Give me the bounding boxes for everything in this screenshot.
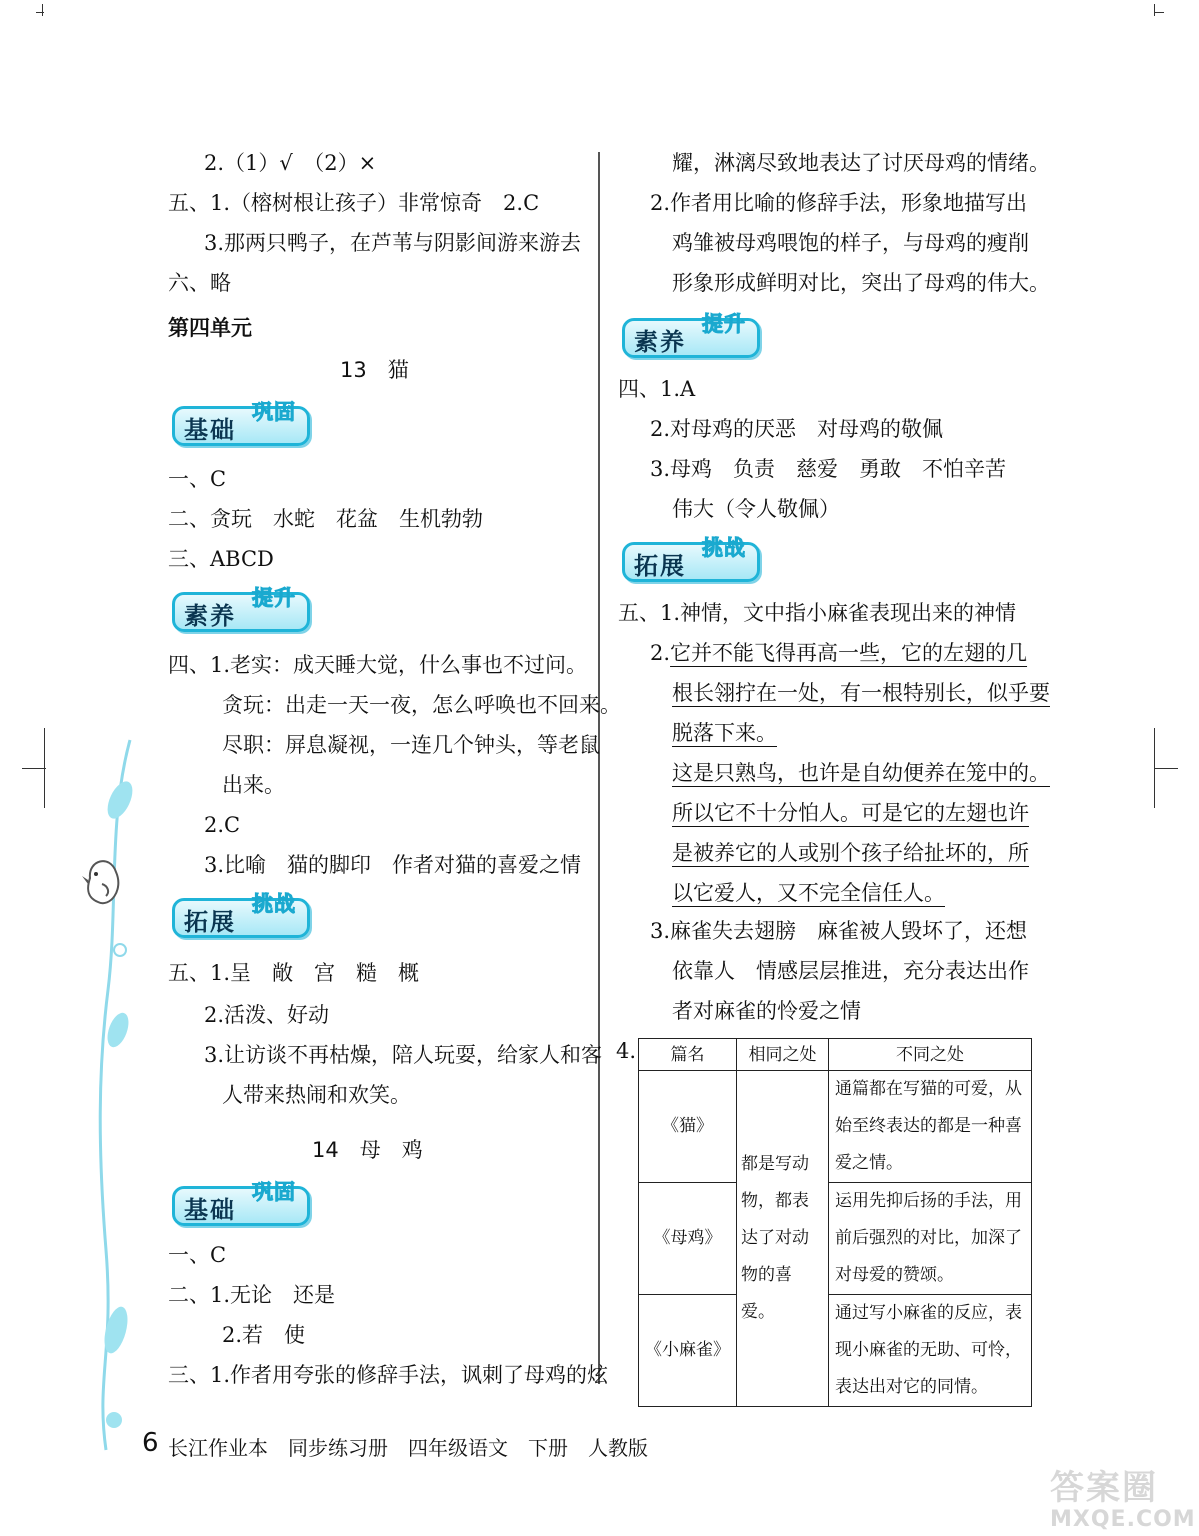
answer-line: 3.麻雀失去翅膀 麻雀被人毁坏了，还想 <box>650 919 1028 943</box>
underlined-quote: 它并不能飞得再高一些，它的左翅的几 <box>670 641 1028 665</box>
badge-main-text: 基础 <box>184 1196 236 1224</box>
answer-line: 2.C <box>204 813 241 837</box>
crop-mark <box>1154 4 1155 16</box>
badge-sub-text: 巩固 <box>252 1180 296 1204</box>
answer-line: 2.活泼、好动 <box>204 1003 330 1027</box>
underlined-quote: 根长翎拧在一处，有一根特别长，似乎要 <box>672 681 1050 705</box>
table-row <box>639 1183 1032 1295</box>
answer-line: 一、C <box>168 467 227 491</box>
table-cell-title: 《猫》 <box>639 1071 737 1183</box>
answer-line: 贪玩：出走一天一夜，怎么呼唤也不回来。 <box>222 693 621 717</box>
answer-number: 2. <box>650 641 671 665</box>
answer-line: 依靠人 情感层层推进，充分表达出作 <box>672 959 1029 983</box>
answer-line: 2.对母鸡的厌恶 对母鸡的敬佩 <box>650 417 944 441</box>
answer-line: 一、C <box>168 1243 227 1267</box>
answer-line: 二、1.无论 还是 <box>168 1283 336 1307</box>
badge-main-text: 拓展 <box>184 908 236 936</box>
answer-line: 出来。 <box>222 773 285 797</box>
lesson-title: 13 猫 <box>340 358 409 382</box>
crop-mark <box>1154 12 1164 13</box>
answer-line: 六、略 <box>168 271 231 295</box>
watermark-url: MXQE.COM <box>1050 1507 1196 1532</box>
table-cell-diff: 运用先抑后扬的手法，用前后强烈的对比，加深了对母爱的赞颂。 <box>829 1183 1032 1295</box>
answer-line: 尽职：屏息凝视，一连几个钟头，等老鼠 <box>222 733 600 757</box>
underlined-quote: 是被养它的人或别个孩子给扯坏的，所 <box>672 841 1029 865</box>
badge-main-text: 拓展 <box>634 552 686 580</box>
crop-mark <box>42 4 43 16</box>
answer-line: 二、贪玩 水蛇 花盆 生机勃勃 <box>168 507 483 531</box>
question-number: 4. <box>616 1039 637 1063</box>
footer-text: 长江作业本 同步练习册 四年级语文 下册 人教版 <box>168 1436 648 1460</box>
table-cell-diff: 通过写小麻雀的反应，表现小麻雀的无助、可怜，表达出对它的同情。 <box>829 1295 1032 1407</box>
underlined-quote: 脱落下来。 <box>672 721 777 745</box>
table-cell-same: 都是写动物，都表达了对动物的喜爱。 <box>737 1071 829 1407</box>
watermark <box>1050 1460 1195 1530</box>
table-header: 篇名 <box>639 1039 737 1071</box>
underlined-quote: 以它爱人，又不完全信任人。 <box>672 881 945 905</box>
answer-line: 耀，淋漓尽致地表达了讨厌母鸡的情绪。 <box>672 151 1050 175</box>
unit-title: 第四单元 <box>168 316 252 340</box>
answer-line: 3.那两只鸭子，在芦苇与阴影间游来游去 <box>204 231 582 255</box>
answer-line: 者对麻雀的怜爱之情 <box>672 999 861 1023</box>
table-cell-diff: 通篇都在写猫的可爱，从始至终表达的都是一种喜爱之情。 <box>829 1071 1032 1183</box>
section-badge-basics <box>172 1178 314 1226</box>
answer-line: 2.（1）√ （2）× <box>204 151 377 175</box>
crop-mark <box>22 768 46 769</box>
section-badge-basics <box>172 398 314 446</box>
answer-line: 人带来热闹和欢笑。 <box>222 1083 411 1107</box>
answer-line: 四、1.A <box>618 377 696 401</box>
badge-sub-text: 挑战 <box>252 892 296 916</box>
comparison-table <box>638 1038 1032 1407</box>
answer-line <box>650 640 1027 666</box>
column-divider <box>598 152 600 1384</box>
badge-sub-text: 挑战 <box>702 536 746 560</box>
answer-line: 3.让访谈不再枯燥，陪人玩耍，给家人和客 <box>204 1043 603 1067</box>
answer-line: 五、1.神情，文中指小麻雀表现出来的神情 <box>618 601 1017 625</box>
table-row <box>639 1295 1032 1407</box>
answer-line: 2.若 使 <box>222 1323 306 1347</box>
answer-line: 伟大（令人敬佩） <box>672 497 840 521</box>
section-badge-literacy <box>622 310 764 358</box>
crop-mark <box>1154 768 1178 769</box>
answer-line: 形象形成鲜明对比，突出了母鸡的伟大。 <box>672 271 1050 295</box>
table-cell-title: 《小麻雀》 <box>639 1295 737 1407</box>
table-header: 不同之处 <box>829 1039 1032 1071</box>
section-badge-extension <box>172 890 314 938</box>
answer-line: 3.比喻 猫的脚印 作者对猫的喜爱之情 <box>204 853 582 877</box>
underlined-quote: 这是只熟鸟，也许是自幼便养在笼中的。 <box>672 761 1050 785</box>
table-row <box>639 1071 1032 1183</box>
badge-main-text: 素养 <box>184 602 236 630</box>
underlined-quote: 所以它不十分怕人。可是它的左翅也许 <box>672 801 1029 825</box>
section-badge-extension <box>622 534 764 582</box>
badge-main-text: 基础 <box>184 416 236 444</box>
watermark-title: 答案圈 <box>1050 1468 1158 1508</box>
crop-mark <box>36 12 44 13</box>
answer-line: 四、1.老实：成天睡大觉，什么事也不过问。 <box>168 653 588 677</box>
badge-sub-text: 提升 <box>252 586 296 610</box>
lesson-title: 14 母 鸡 <box>312 1138 423 1162</box>
table-cell-title: 《母鸡》 <box>639 1183 737 1295</box>
table-header: 相同之处 <box>737 1039 829 1071</box>
answer-line: 三、ABCD <box>168 547 274 571</box>
badge-sub-text: 巩固 <box>252 400 296 424</box>
page-number: 6 <box>142 1428 159 1458</box>
badge-main-text: 素养 <box>634 328 686 356</box>
section-badge-literacy <box>172 584 314 632</box>
vine-decoration <box>78 730 158 1460</box>
answer-line: 3.母鸡 负责 慈爱 勇敢 不怕辛苦 <box>650 457 1007 481</box>
badge-sub-text: 提升 <box>702 312 746 336</box>
answer-line: 鸡雏被母鸡喂饱的样子，与母鸡的瘦削 <box>672 231 1029 255</box>
answer-line: 三、1.作者用夸张的修辞手法，讽刺了母鸡的炫 <box>168 1363 609 1387</box>
bird-icon <box>80 850 130 916</box>
answer-line: 2.作者用比喻的修辞手法，形象地描写出 <box>650 191 1028 215</box>
answer-line: 五、1.呈 敞 宫 糙 概 <box>168 961 420 985</box>
answer-line: 五、1.（榕树根让孩子）非常惊奇 2.C <box>168 191 540 215</box>
